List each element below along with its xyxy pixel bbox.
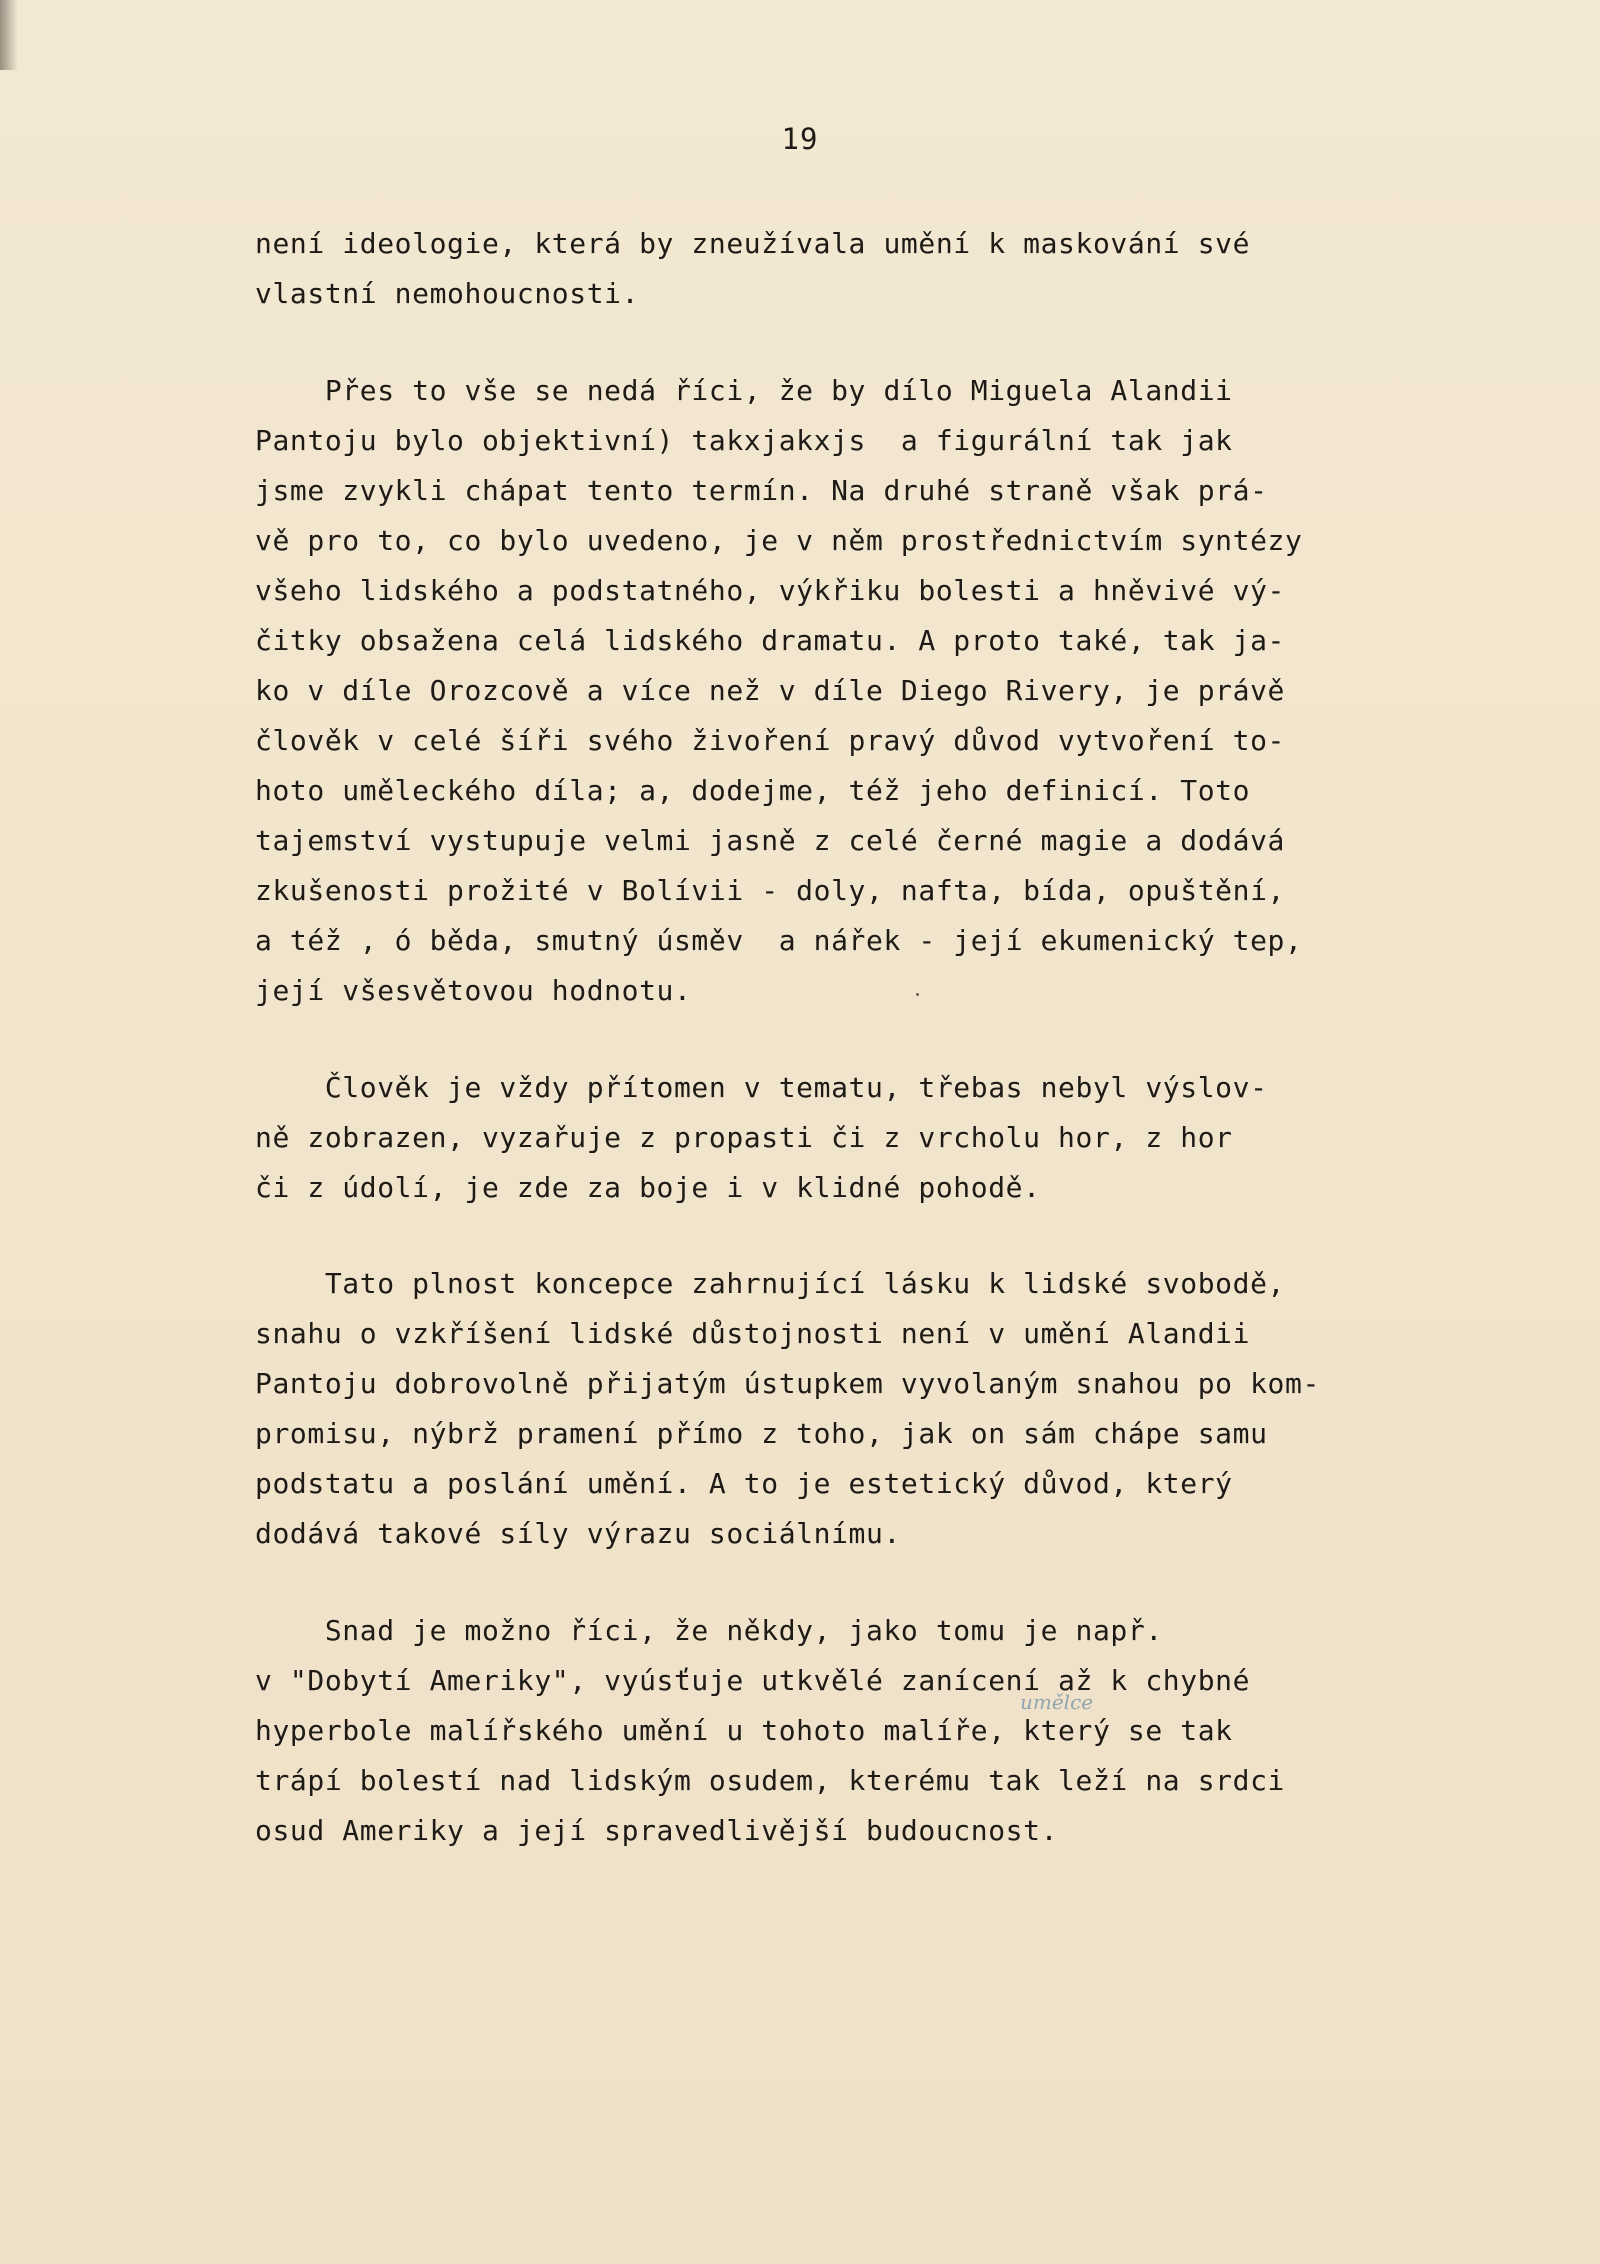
- text-line: Člověk je vždy přítomen v tematu, třebas nebyl výslov-: [255, 1071, 1268, 1104]
- text-line: ko v díle Orozcově a více než v díle Diego Rivery, je právě: [255, 674, 1285, 707]
- text-line: či z údolí, je zde za boje i v klidné pohodě.: [255, 1171, 1041, 1204]
- text-line: Tato plnost koncepce zahrnující lásku k lidské svobodě,: [255, 1267, 1285, 1300]
- text-line: jsme zvykli chápat tento termín. Na druhé straně však prá-: [255, 474, 1268, 507]
- text-line: všeho lidského a podstatného, výkřiku bolesti a hněvivé vý-: [255, 574, 1285, 607]
- text-line: trápí bolestí nad lidským osudem, kterému tak leží na srdci: [255, 1764, 1285, 1797]
- text-line: Snad je možno říci, že někdy, jako tomu je např.: [255, 1614, 1163, 1647]
- handwritten-annotation: umělce: [1020, 1690, 1094, 1714]
- text-line: zkušenosti prožité v Bolívii - doly, nafta, bída, opuštění,: [255, 874, 1285, 907]
- text-line: hyperbole malířského umění u tohoto malíře, který se tak: [255, 1714, 1233, 1747]
- text-line: promisu, nýbrž pramení přímo z toho, jak on sám chápe samu: [255, 1417, 1268, 1450]
- text-line: v "Dobytí Ameriky", vyúsťuje utkvělé zanícení až k chybné: [255, 1664, 1251, 1697]
- page-number: 19: [781, 122, 819, 156]
- text-line: Pantoju bylo objektivní) takxjakxjs a figurální tak jak: [255, 424, 1233, 457]
- text-line: dodává takové síly výrazu sociálnímu.: [255, 1517, 901, 1550]
- scan-edge-shadow: [0, 0, 18, 70]
- text-line: snahu o vzkříšení lidské důstojnosti není v umění Alandii: [255, 1317, 1251, 1350]
- text-line: osud Ameriky a její spravedlivější budoucnost.: [255, 1814, 1059, 1847]
- text-line: ně zobrazen, vyzařuje z propasti či z vrcholu hor, z hor: [255, 1121, 1233, 1154]
- text-line: hoto uměleckého díla; a, dodejme, též jeho definicí. Toto: [255, 774, 1251, 807]
- text-line: Přes to vše se nedá říci, že by dílo Miguela Alandii: [255, 374, 1233, 407]
- text-line: její všesvětovou hodnotu.: [255, 974, 692, 1007]
- text-line: člověk v celé šíři svého živoření pravý důvod vytvoření to-: [255, 724, 1285, 757]
- text-line: není ideologie, která by zneužívala umění k maskování své: [255, 227, 1251, 260]
- text-line: čitky obsažena celá lidského dramatu. A proto také, tak ja-: [255, 624, 1285, 657]
- text-line: tajemství vystupuje velmi jasně z celé černé magie a dodává: [255, 824, 1285, 857]
- text-line: podstatu a poslání umění. A to je estetický důvod, který: [255, 1467, 1233, 1500]
- text-line: Pantoju dobrovolně přijatým ústupkem vyvolaným snahou po kom-: [255, 1367, 1320, 1400]
- stray-ink-mark: [916, 993, 919, 996]
- text-line: vlastní nemohoucnosti.: [255, 277, 640, 310]
- text-line: vě pro to, co bylo uvedeno, je v něm prostřednictvím syntézy: [255, 524, 1303, 557]
- text-line: a též , ó běda, smutný úsměv a nářek - její ekumenický tep,: [255, 924, 1303, 957]
